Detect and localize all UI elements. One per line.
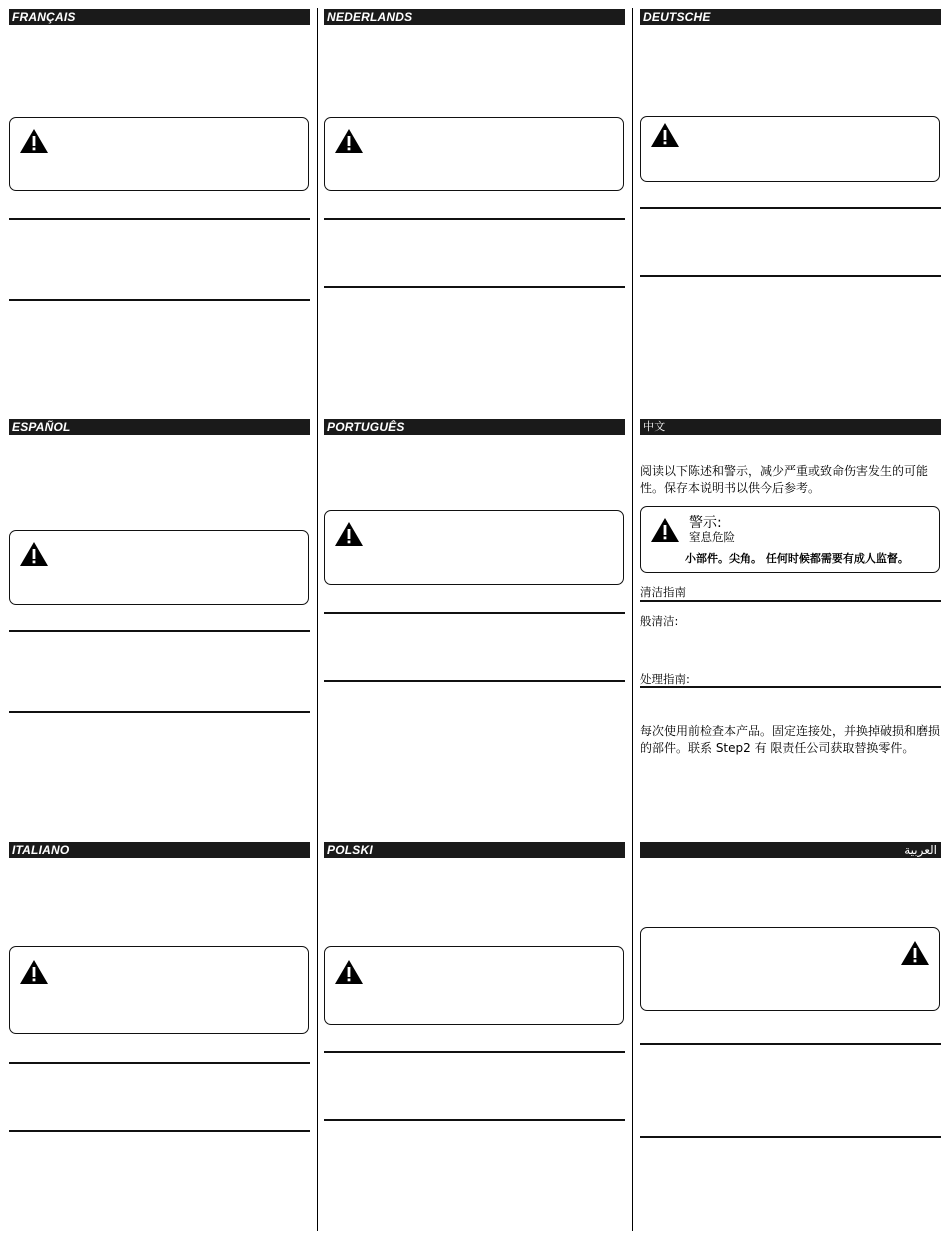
warning-triangle-icon xyxy=(334,128,364,154)
warning-triangle-icon xyxy=(334,521,364,547)
section-title: ESPAÑOL xyxy=(9,419,310,435)
warning-box xyxy=(9,117,309,191)
section-espanol xyxy=(9,419,310,719)
section-rule xyxy=(324,218,625,220)
section-rule xyxy=(640,600,941,602)
section-rule xyxy=(9,299,310,301)
warning-subtitle: 窒息危险 xyxy=(689,530,735,544)
warning-triangle-icon xyxy=(650,517,680,543)
section-rule xyxy=(9,218,310,220)
section-rule xyxy=(324,1051,625,1053)
column-divider-right xyxy=(632,8,633,1231)
warning-box xyxy=(324,510,624,585)
section-rule xyxy=(9,1130,310,1132)
section-title: العربية xyxy=(640,842,941,858)
section-italiano xyxy=(9,842,310,1142)
section-chinese xyxy=(640,419,941,789)
general-cleaning-label: 般清洁: xyxy=(640,614,679,628)
intro-text: 阅读以下陈述和警示，减少严重或致命伤害发生的可能性。保存本说明书以供今后参考。 xyxy=(640,464,929,495)
column-divider-left xyxy=(317,8,318,1231)
cleaning-heading: 清洁指南 xyxy=(640,585,686,599)
section-title: NEDERLANDS xyxy=(324,9,625,25)
warning-triangle-icon xyxy=(19,541,49,567)
handling-heading: 处理指南: xyxy=(640,672,690,686)
section-rule xyxy=(324,612,625,614)
warning-triangle-icon xyxy=(19,959,49,985)
section-title: DEUTSCHE xyxy=(640,9,941,25)
section-title: PORTUGUÊS xyxy=(324,419,625,435)
section-title: 中文 xyxy=(640,419,941,435)
section-rule xyxy=(324,286,625,288)
section-rule xyxy=(640,207,941,209)
section-rule xyxy=(9,1062,310,1064)
section-rule xyxy=(324,1119,625,1121)
section-arabic xyxy=(640,842,941,1142)
warning-box xyxy=(640,506,940,573)
section-nederlands xyxy=(324,9,625,309)
warning-box xyxy=(324,946,624,1025)
section-rule xyxy=(640,686,941,688)
handling-text: 每次使用前检查本产品。固定连接处，并换掉破损和磨损的部件。联系 Step2 有 限责任公司获取替换零件。 xyxy=(640,724,941,755)
section-title: ITALIANO xyxy=(9,842,310,858)
section-rule xyxy=(640,1043,941,1045)
warning-text: 小部件。尖角。 任何时候都需要有成人监督。 xyxy=(685,552,909,565)
warning-title: 警示: xyxy=(689,515,722,531)
warning-triangle-icon xyxy=(900,940,930,966)
section-rule xyxy=(640,1136,941,1138)
section-francais xyxy=(9,9,310,309)
section-title: FRANÇAIS xyxy=(9,9,310,25)
section-title: POLSKI xyxy=(324,842,625,858)
warning-triangle-icon xyxy=(650,122,680,148)
section-rule xyxy=(9,630,310,632)
warning-box xyxy=(324,117,624,191)
section-rule xyxy=(324,680,625,682)
section-polski xyxy=(324,842,625,1142)
section-portugues xyxy=(324,419,625,719)
section-rule xyxy=(640,275,941,277)
section-rule xyxy=(9,711,310,713)
warning-triangle-icon xyxy=(334,959,364,985)
section-deutsche xyxy=(640,9,941,309)
warning-triangle-icon xyxy=(19,128,49,154)
warning-box xyxy=(640,116,940,182)
warning-box xyxy=(9,946,309,1034)
warning-box xyxy=(640,927,940,1011)
warning-box xyxy=(9,530,309,605)
